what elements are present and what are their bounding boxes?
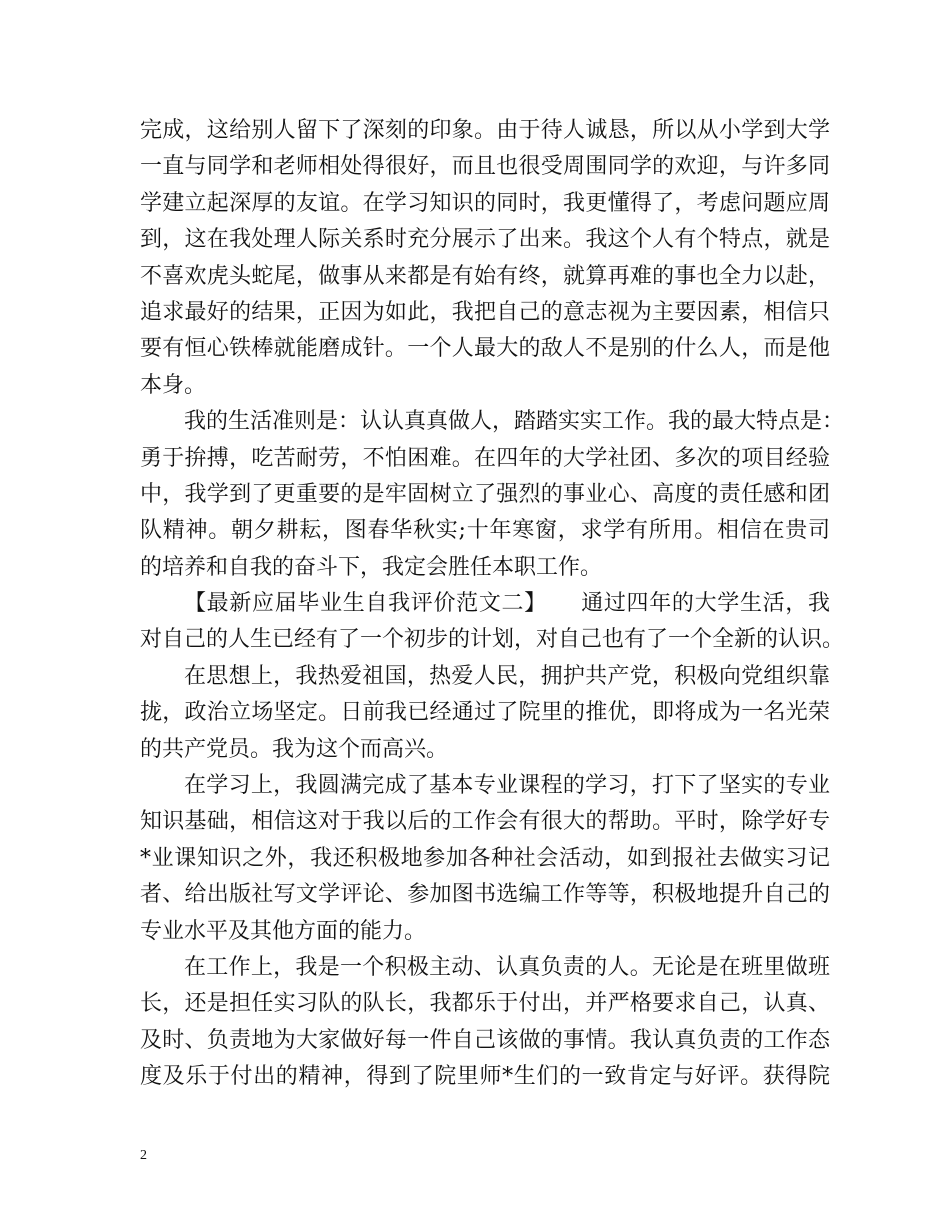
text-line: 度及乐于付出的精神，得到了院里师*生们的一致肯定与好评。获得院: [140, 1064, 830, 1090]
text-line: 在学习上，我圆满完成了基本专业课程的学习，打下了坚实的专业: [184, 773, 830, 799]
text-line: 【最新应届毕业生自我评价范文二】 通过四年的大学生活，我: [184, 591, 830, 617]
text-line: 要有恒心铁棒就能磨成针。一个人最大的敌人不是别的什么人，而是他: [140, 336, 830, 362]
text-line: 长，还是担任实习队的队长，我都乐于付出，并严格要求自己，认真、: [140, 991, 830, 1017]
text-line: 队精神。朝夕耕耘，图春华秋实;十年寒窗，求学有所用。相信在贵司: [140, 518, 830, 544]
text-line: 勇于拚搏，吃苦耐劳，不怕困难。在四年的大学社团、多次的项目经验: [140, 445, 830, 471]
text-line: 中，我学到了更重要的是牢固树立了强烈的事业心、高度的责任感和团: [140, 481, 830, 507]
document-body: [140, 113, 845, 1096]
text-line: 本身。: [140, 372, 207, 398]
text-line: *业课知识之外，我还积极地参加各种社会活动，如到报社去做实习记: [140, 845, 830, 871]
text-line: 学建立起深厚的友谊。在学习知识的同时，我更懂得了，考虑问题应周: [140, 190, 830, 216]
text-line: 一直与同学和老师相处得很好，而且也很受周围同学的欢迎，与许多同: [140, 154, 830, 180]
text-line: 者、给出版社写文学评论、参加图书选编工作等等，积极地提升自己的: [140, 882, 830, 908]
text-line: 及时、负责地为大家做好每一件自己该做的事情。我认真负责的工作态: [140, 1027, 830, 1053]
text-line: 的培养和自我的奋斗下，我定会胜任本职工作。: [140, 554, 603, 580]
text-line: 到，这在我处理人际关系时充分展示了出来。我这个人有个特点，就是: [140, 227, 830, 253]
text-line: 拢，政治立场坚定。日前我已经通过了院里的推优，即将成为一名光荣: [140, 700, 830, 726]
text-line: 在思想上，我热爱祖国，热爱人民，拥护共产党，积极向党组织靠: [184, 663, 830, 689]
text-line: 的共产党员。我为这个而高兴。: [140, 736, 449, 762]
text-line: 在工作上，我是一个积极主动、认真负责的人。无论是在班里做班: [184, 954, 830, 980]
text-line: 追求最好的结果，正因为如此，我把自己的意志视为主要因素，相信只: [140, 299, 830, 325]
text-line: 完成，这给别人留下了深刻的印象。由于待人诚恳，所以从小学到大学: [140, 118, 830, 143]
text-line: 对自己的人生已经有了一个初步的计划，对自己也有了一个全新的认识。: [140, 627, 845, 653]
text-line: 知识基础，相信这对于我以后的工作会有很大的帮助。平时，除学好专: [140, 809, 830, 835]
text-line: 专业水平及其他方面的能力。: [140, 918, 427, 944]
text-line: 我的生活准则是：认认真真做人，踏踏实实工作。我的最大特点是：: [184, 409, 845, 435]
text-line: 不喜欢虎头蛇尾，做事从来都是有始有终，就算再难的事也全力以赴，: [140, 263, 830, 289]
page-number: 2: [140, 1148, 147, 1163]
